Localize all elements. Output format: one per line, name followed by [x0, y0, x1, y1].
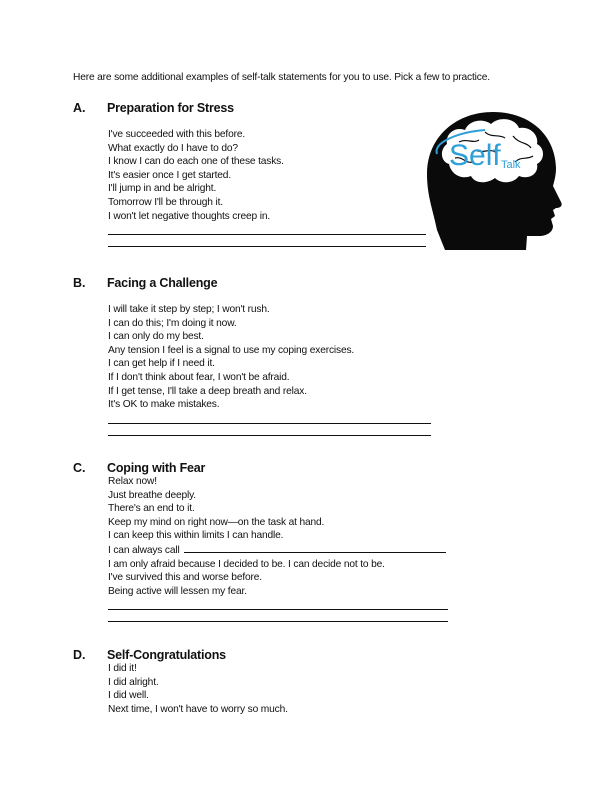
intro-text: Here are some additional examples of self-talk statements for you to use. Pick a few to practice.	[73, 72, 490, 83]
write-in-line[interactable]	[108, 610, 448, 622]
list-item: Tomorrow I'll be through it.	[108, 196, 223, 208]
write-in-line[interactable]	[108, 412, 431, 424]
section-d-list	[108, 662, 408, 716]
list-item: I am only afraid because I decided to be. I can decide not to be.	[108, 558, 385, 570]
write-in-line[interactable]	[108, 223, 426, 235]
list-item: What exactly do I have to do?	[108, 142, 238, 154]
list-item: Just breathe deeply.	[108, 489, 196, 501]
logo-talk-text: Talk	[501, 159, 521, 171]
list-item: I can keep this within limits I can handle.	[108, 530, 284, 542]
list-item: Any tension I feel is a signal to use my coping exercises.	[108, 344, 355, 356]
list-item: I can do this; I'm doing it now.	[108, 317, 237, 329]
list-item: I know I can do each one of these tasks.	[108, 156, 284, 168]
section-a-title: Preparation for Stress	[107, 101, 234, 115]
list-item: It's easier once I get started.	[108, 169, 232, 181]
list-item: I can only do my best.	[108, 331, 204, 343]
section-b-letter: B.	[73, 276, 86, 290]
list-item: I did it!	[108, 663, 137, 674]
call-prompt: I can always call	[108, 544, 180, 556]
list-item: I won't let negative thoughts creep in.	[108, 210, 271, 222]
list-item: There's an end to it.	[108, 503, 195, 515]
list-item: I've succeeded with this before.	[108, 129, 246, 140]
self-talk-logo	[415, 98, 565, 258]
list-item: If I don't think about fear, I won't be afraid.	[108, 371, 290, 383]
call-write-in-line[interactable]	[184, 543, 446, 553]
write-in-line[interactable]	[108, 598, 448, 610]
list-item: Relax now!	[108, 476, 157, 487]
list-item: I'll jump in and be alright.	[108, 183, 217, 195]
section-d-letter: D.	[73, 648, 86, 662]
section-a-list	[108, 128, 426, 247]
section-d-title: Self-Congratulations	[107, 648, 226, 662]
list-item: I can get help if I need it.	[108, 358, 215, 370]
list-item: I did well.	[108, 690, 149, 702]
section-c-title: Coping with Fear	[107, 461, 206, 475]
write-in-line[interactable]	[108, 235, 426, 247]
list-item: Being active will lessen my fear.	[108, 585, 247, 597]
list-item: I did alright.	[108, 676, 159, 688]
list-item: Keep my mind on right now—on the task at hand.	[108, 516, 325, 528]
list-item: It's OK to make mistakes.	[108, 399, 220, 411]
section-c-list	[108, 475, 448, 622]
list-item: I've survived this and worse before.	[108, 572, 262, 584]
list-item: I will take it step by step; I won't rush.	[108, 304, 270, 315]
list-item	[108, 543, 448, 558]
section-b-title: Facing a Challenge	[107, 276, 218, 290]
write-in-line[interactable]	[108, 424, 431, 436]
section-a-letter: A.	[73, 101, 86, 115]
list-item: If I get tense, I'll take a deep breath and relax.	[108, 385, 307, 397]
section-b-list	[108, 303, 431, 436]
list-item: Next time, I won't have to worry so much.	[108, 703, 288, 715]
section-c-letter: C.	[73, 461, 86, 475]
logo-self-text: Self	[449, 139, 501, 172]
